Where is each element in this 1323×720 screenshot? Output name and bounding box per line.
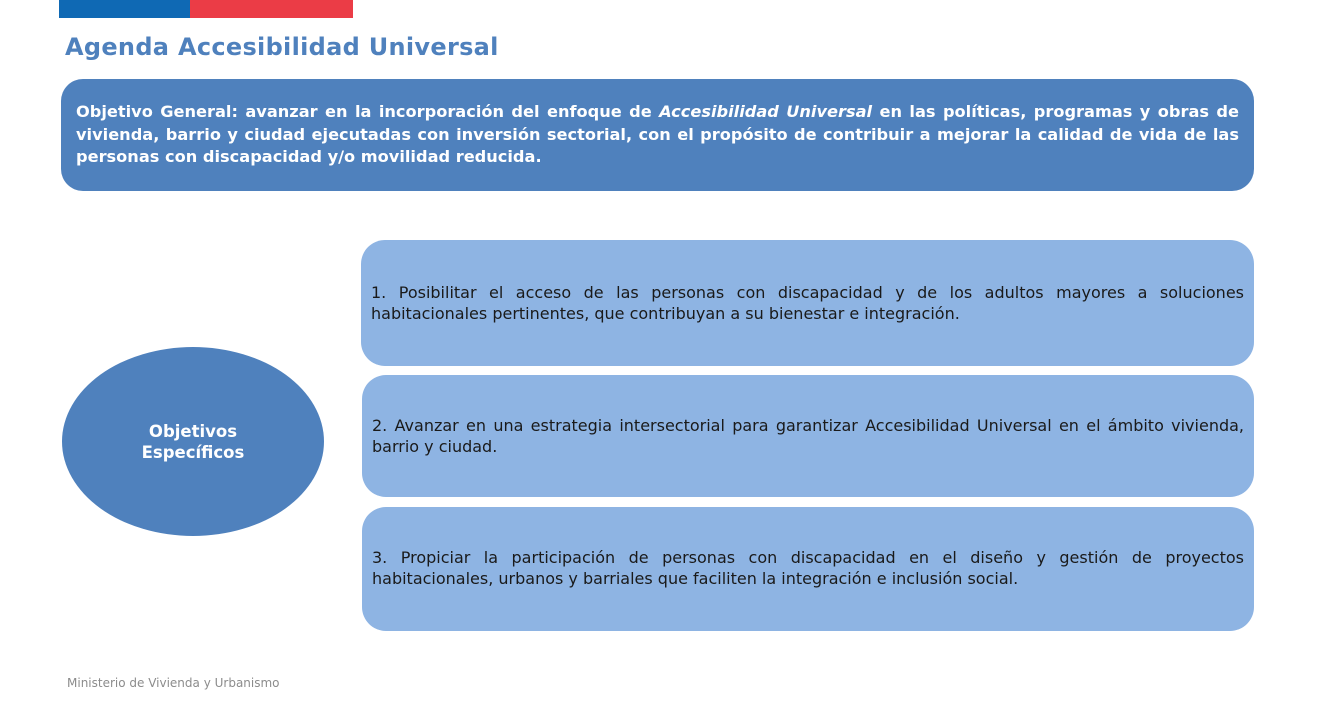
flag-blue-segment <box>59 0 190 18</box>
general-objective-emphasis: Accesibilidad Universal <box>659 102 873 121</box>
specific-objective-3-text: 3. Propiciar la participación de personas con discapacidad en el diseño y gestión de proyectos habitacionales, urbanos y barriales que faciliten la integración e inclusión social. <box>372 548 1244 588</box>
footer-ministry: Ministerio de Vivienda y Urbanismo <box>67 676 280 690</box>
specific-objective-2 <box>362 375 1254 497</box>
general-objective-text-continued: en las políticas, programas y obras de vivienda, barrio y ciudad ejecutadas con inversión sectorial, con el propósito de contribuir a mejorar la calidad de vida de las personas con discapacidad y/o movilidad reducida. <box>76 102 1239 166</box>
flag-red-segment <box>190 0 353 18</box>
specific-objectives-ellipse <box>62 347 324 536</box>
general-objective-text: Objetivo General: avanzar en la incorporación del enfoque de <box>76 102 660 121</box>
specific-objective-2-text: 2. Avanzar en una estrategia intersectorial para garantizar Accesibilidad Universal en el ámbito vivienda, barrio y ciudad. <box>372 416 1244 456</box>
government-flag-bar <box>59 0 353 18</box>
slide-title: Agenda Accesibilidad Universal <box>65 33 499 61</box>
general-objective-box <box>61 79 1254 191</box>
specific-objective-1 <box>361 240 1254 366</box>
specific-objective-3 <box>362 507 1254 631</box>
specific-objective-1-text: 1. Posibilitar el acceso de las personas con discapacidad y de los adultos mayores a soluciones habitacionales pertinentes, que contribuyan a su bienestar e integración. <box>371 283 1244 323</box>
specific-objectives-label: Objetivos Específicos <box>141 421 245 462</box>
